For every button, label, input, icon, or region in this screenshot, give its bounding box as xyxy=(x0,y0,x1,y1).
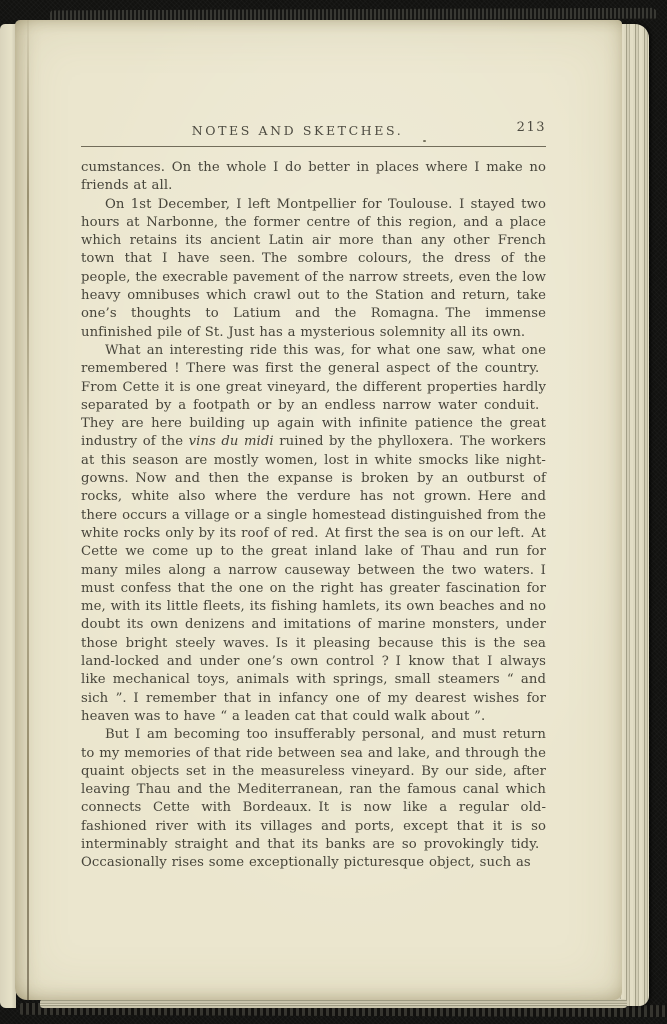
italic-phrase: vins du midi xyxy=(188,434,274,450)
running-header xyxy=(81,120,546,136)
book-page xyxy=(15,20,622,1000)
page-edges-bottom xyxy=(40,999,627,1008)
paragraph xyxy=(81,196,546,342)
page-content xyxy=(15,20,622,1000)
ink-speck xyxy=(423,140,426,142)
text-segment: cumstances. On the whole I do better in places where I make no friends at all. xyxy=(81,160,546,194)
text-segment: On 1st December, I left Montpellier for Toulouse. I stayed two hours at Narbonne, the former centre of this region, and a place which retains its ancient Latin air more than any other French town that I have seen. The sombre colours, the dress of the people, the execrable pavement of the narrow streets, even the low heavy omnibuses which crawl out to the Station and return, take one’s thoughts to Latium and the Romagna. The immense unfinished pile of St. Just has a mysterious solemnity all its own. xyxy=(81,196,546,340)
text-segment: ruined by the phylloxera. The workers at this season are mostly women, lost in white smocks like night-gowns. Now and then the expanse is broken by an outburst of rocks, white also where the verdure has not grown. Here and there occurs a village or a single homestead distinguished from the white rocks only by its roof of red. At first the sea is on our left. At Cette we come up to the great inland lake of Thau and run for many miles along a narrow causeway between the two waters. I must confess that the one on the right has greater fascination for me, with its little fleets, its fishing hamlets, its own beaches and no doubt its own denizens and imitations of marine monsters, under those bright steely waves. Is it pleasing because this is the sea land-locked and under one’s own control ? I know that I always like mechanical toys, animals with springs, small steamers “ and sich ”. I remember that in infancy one of my dearest wishes for heaven was to have “ a leaden cat that could walk about ”. xyxy=(81,434,547,724)
header-rule xyxy=(81,146,546,147)
paragraph xyxy=(81,159,546,196)
text-block xyxy=(81,159,546,873)
page-title: NOTES AND SKETCHES. xyxy=(191,123,404,138)
facing-page-edge xyxy=(0,24,16,1008)
page-number: 213 xyxy=(516,120,546,135)
text-segment: But I am becoming too insufferably personal, and must return to my memories of that ride between sea and lake, and through the quaint objects set in the measureless vineyard. By our side, after leaving Thau and the Mediterranean, ran the famous canal which connects Cette with Bordeaux. It is now like a regular old-fashioned river with its villages and ports, except that it is so interminably straight and that its banks are so provokingly tidy. Occasionally rises some exceptionally picturesque object, such as xyxy=(81,727,546,871)
paragraph xyxy=(81,342,546,726)
text-segment: What an interesting ride this was, for what one saw, what one remembered ! There was first the general aspect of the country. From Cette it is one great vineyard, the different properties hardly separated by a footpath or by an endless narrow water conduit. They are here building up again with infinite patience the great industry of the xyxy=(81,342,546,450)
paragraph xyxy=(81,726,546,872)
